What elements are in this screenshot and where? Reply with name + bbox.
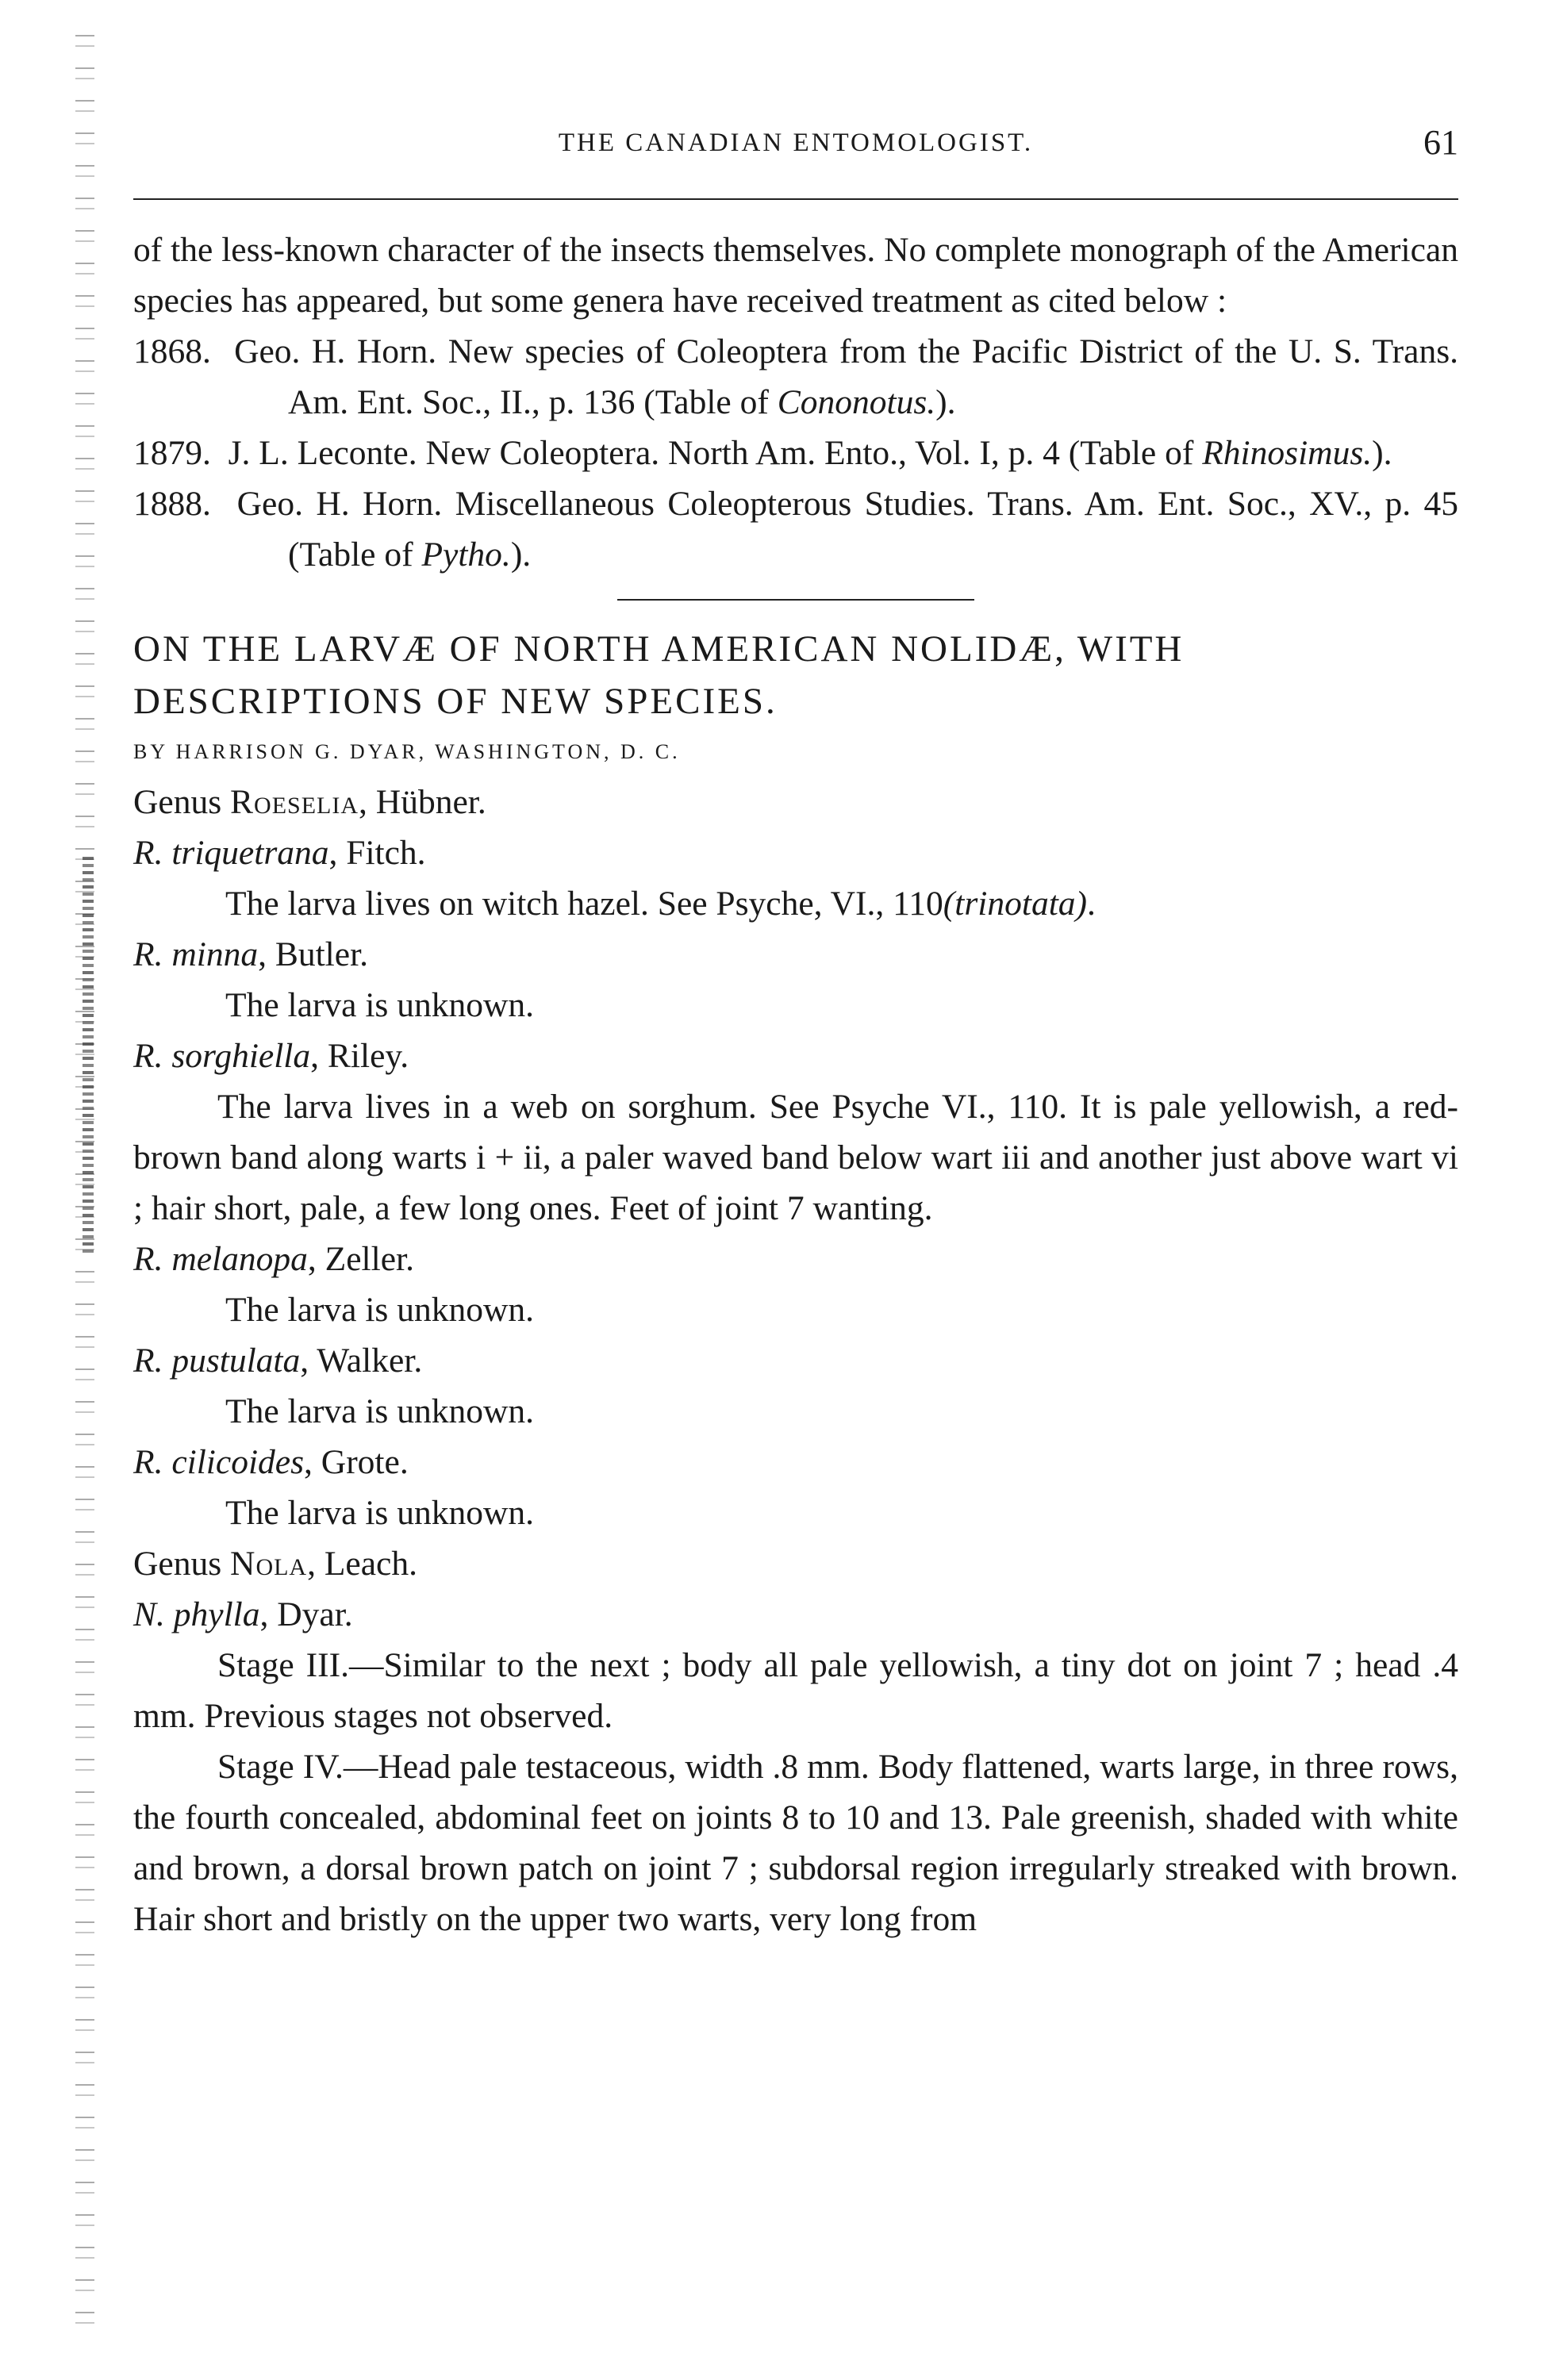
- species-heading: R. sorghiella, Riley.: [133, 1037, 409, 1075]
- page-number: 61: [1423, 123, 1458, 162]
- article-title-line-1: ON THE LARVÆ OF NORTH AMERICAN NOLIDÆ, WITH: [133, 628, 1185, 670]
- species-description: The larva is unknown.: [225, 1291, 534, 1329]
- species-description: The larva lives in a web on sorghum. See Psyche VI., 110. It is pale yellowish, a red-brown band along warts i + ii, a paler waved band below wart iii and another just above wart vi ; hair short, pale, a few long ones. Feet of joint 7 wanting.: [133, 1088, 1458, 1227]
- article-byline: BY HARRISON G. DYAR, WASHINGTON, D. C.: [133, 740, 681, 763]
- species-heading: R. melanopa, Zeller.: [133, 1240, 414, 1278]
- intro-paragraph: of the less-known character of the insects themselves. No complete monograph of the American species has appeared, but some genera have received treatment as cited below :: [133, 231, 1458, 320]
- species-heading: R. triquetrana, Fitch.: [133, 834, 426, 872]
- section-divider: [617, 599, 974, 601]
- species-description: The larva lives on witch hazel. See Psyche, VI., 110(trinotata).: [225, 885, 1096, 923]
- species-heading: R. cilicoides, Grote.: [133, 1443, 409, 1481]
- running-header: [133, 117, 1458, 165]
- genus-heading-nola: Genus Nola, Leach.: [133, 1545, 417, 1583]
- species-description: The larva is unknown.: [225, 986, 534, 1024]
- reference-1879: 1879. J. L. Leconte. New Coleoptera. North Am. Ento., Vol. I, p. 4 (Table of Rhinosimus.).: [133, 434, 1392, 472]
- stage-3-description: Stage III.—Similar to the next ; body all pale yellowish, a tiny dot on joint 7 ; head .4 mm. Previous stages not observed.: [133, 1646, 1458, 1735]
- species-heading: R. minna, Butler.: [133, 935, 369, 973]
- header-rule: [133, 198, 1458, 200]
- page-body: [133, 225, 1458, 1944]
- species-heading: N. phylla, Dyar.: [133, 1595, 353, 1633]
- running-title: THE CANADIAN ENTOMOLOGIST.: [558, 129, 1034, 157]
- margin-binding-dark-marks: [83, 857, 94, 1253]
- genus-heading-roeselia: Genus Roeselia, Hübner.: [133, 783, 486, 821]
- species-description: The larva is unknown.: [225, 1392, 534, 1430]
- stage-4-description: Stage IV.—Head pale testaceous, width .8 mm. Body flattened, warts large, in three rows, the fourth concealed, abdominal feet on joints 8 to 10 and 13. Pale greenish, shaded with white and brown, a dorsal brown patch on joint 7 ; subdorsal region irregularly streaked with brown. Hair short and bristly on the upper two warts, very long from: [133, 1748, 1458, 1938]
- reference-1868: 1868. Geo. H. Horn. New species of Coleoptera from the Pacific District of the U. S. Trans. Am. Ent. Soc., II., p. 136 (Table of Cononotus.).: [133, 332, 1458, 421]
- article-title-line-2: DESCRIPTIONS OF NEW SPECIES.: [133, 681, 778, 722]
- species-description: The larva is unknown.: [225, 1494, 534, 1532]
- species-heading: R. pustulata, Walker.: [133, 1342, 423, 1380]
- reference-1888: 1888. Geo. H. Horn. Miscellaneous Coleopterous Studies. Trans. Am. Ent. Soc., XV., p. 45 (Table of Pytho.).: [133, 485, 1458, 574]
